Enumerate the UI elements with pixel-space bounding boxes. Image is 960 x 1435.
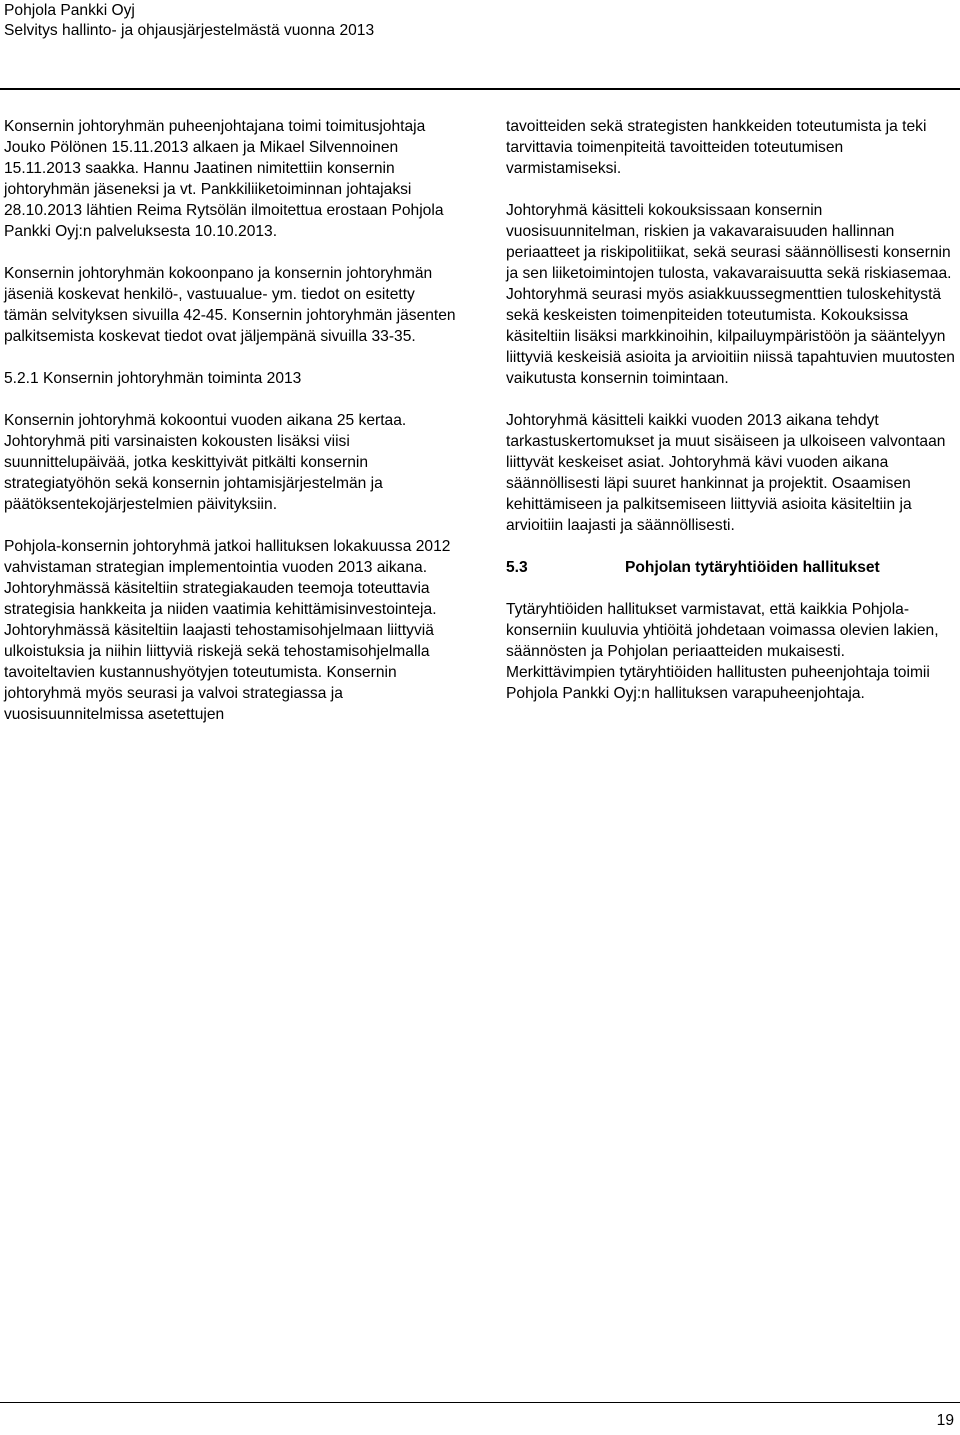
right-column	[506, 116, 958, 704]
paragraph-subsidiary-boards: Tytäryhtiöiden hallitukset varmistavat, että kaikkia Pohjola-konserniin kuuluvia yhtiöitä johdetaan voimassa olevien lakien, säännösten ja Pohjolan periaatteiden mukaisesti. Merkittävimpien tytäryhtiöiden hallitusten puheenjohtaja toimii Pohjola Pankki Oyj:n hallituksen varapuheenjohtaja.	[506, 601, 939, 702]
paragraph-strategy-continued: tavoitteiden sekä strategisten hankkeiden toteutumista ja teki tarvittavia toimenpiteitä tavoitteiden toteutumisen varmistamiseksi.	[506, 118, 927, 177]
section-title: Pohjolan tytäryhtiöiden hallitukset	[625, 559, 880, 576]
company-name: Pohjola Pankki Oyj	[4, 2, 135, 19]
paragraph-management-composition: Konsernin johtoryhmän kokoonpano ja konsernin johtoryhmän jäseniä koskevat henkilö-, vastuualue- ym. tiedot on esitetty tämän selvityksen sivuilla 42-45. Konsernin johtoryhmän jäsenten palkitsemista koskevat tiedot ovat jäljempänä sivuilla 33-35.	[4, 265, 456, 345]
paragraph-meetings: Konsernin johtoryhmä kokoontui vuoden aikana 25 kertaa. Johtoryhmä piti varsinaisten kokousten lisäksi viisi suunnittelupäivää, jotka keskittyivät pitkälti konsernin strategiatyöhön sekä konsernin johtamisjärjestelmän ja päätöksentekojärjestelmien päivityksiin.	[4, 412, 407, 513]
page-number: 19	[936, 1412, 954, 1429]
paragraph-management-chair: Konsernin johtoryhmän puheenjohtajana toimi toimitusjohtaja Jouko Pölönen 15.11.2013 alkaen ja Mikael Silvennoinen 15.11.2013 saakka. Hannu Jaatinen nimitettiin konsernin johtoryhmän jäseneksi ja vt. Pankkiliiketoiminnan johtajaksi 28.10.2013 lähtien Reima Rytsölän ilmoitettua erostaan Pohjola Pankki Oyj:n palveluksesta 10.10.2013.	[4, 118, 444, 240]
section-heading	[506, 557, 958, 578]
header-divider	[0, 88, 960, 90]
page-header	[4, 1, 374, 41]
section-number: 5.3	[506, 559, 528, 576]
paragraph-audit-review: Johtoryhmä käsitteli kaikki vuoden 2013 aikana tehdyt tarkastuskertomukset ja muut sisäiseen ja ulkoiseen valvontaan liittyvät keskeiset asiat. Johtoryhmä kävi vuoden aikana säännöllisesti läpi suuret hankinnat ja projektit. Osaamisen kehittämiseen ja palkitsemiseen liittyviä asioita käsiteltiin ja arvioitiin laajasti ja säännöllisesti.	[506, 412, 946, 534]
footer-divider	[0, 1402, 960, 1403]
paragraph-risk-review: Johtoryhmä käsitteli kokouksissaan konsernin vuosisuunnitelman, riskien ja vakavaraisuuden hallinnan periaatteet ja riskipolitiikat, sekä seurasi säännöllisesti konsernin ja sen liiketoimintojen tulosta, vakavaraisuutta sekä riskiasemaa. Johtoryhmä seurasi myös asiakkuussegmenttien tuloskehitystä sekä keskeisten toimenpiteiden toteutumista. Kokouksissa käsiteltiin lisäksi markkinoihin, kilpailuympäristöön ja sääntelyyn liittyviä keskeisiä asioita ja arvioitiin niissä tapahtuvien muutosten vaikutusta konsernin toimintaan.	[506, 202, 955, 387]
subsection-heading: 5.2.1 Konsernin johtoryhmän toiminta 2013	[4, 370, 302, 387]
report-title: Selvitys hallinto- ja ohjausjärjestelmästä vuonna 2013	[4, 22, 375, 39]
left-column	[4, 116, 459, 725]
paragraph-strategy: Pohjola-konsernin johtoryhmä jatkoi hallituksen lokakuussa 2012 vahvistaman strategian implementointia vuoden 2013 aikana. Johtoryhmässä käsiteltiin strategiakauden teemoja toteuttavia strategisia hankkeita ja niiden vaatimia kehittämisinvestointeja. Johtoryhmässä käsiteltiin laajasti tehostamisohjelmaan liittyviä ulkoistuksia ja niihin liittyviä riskejä sekä tehostamisohjelmalla tavoiteltavien kustannushyötyjen toteutumista. Konsernin johtoryhmä myös seurasi ja valvoi strategiassa ja vuosisuunnitelmissa asetettujen	[4, 538, 451, 723]
